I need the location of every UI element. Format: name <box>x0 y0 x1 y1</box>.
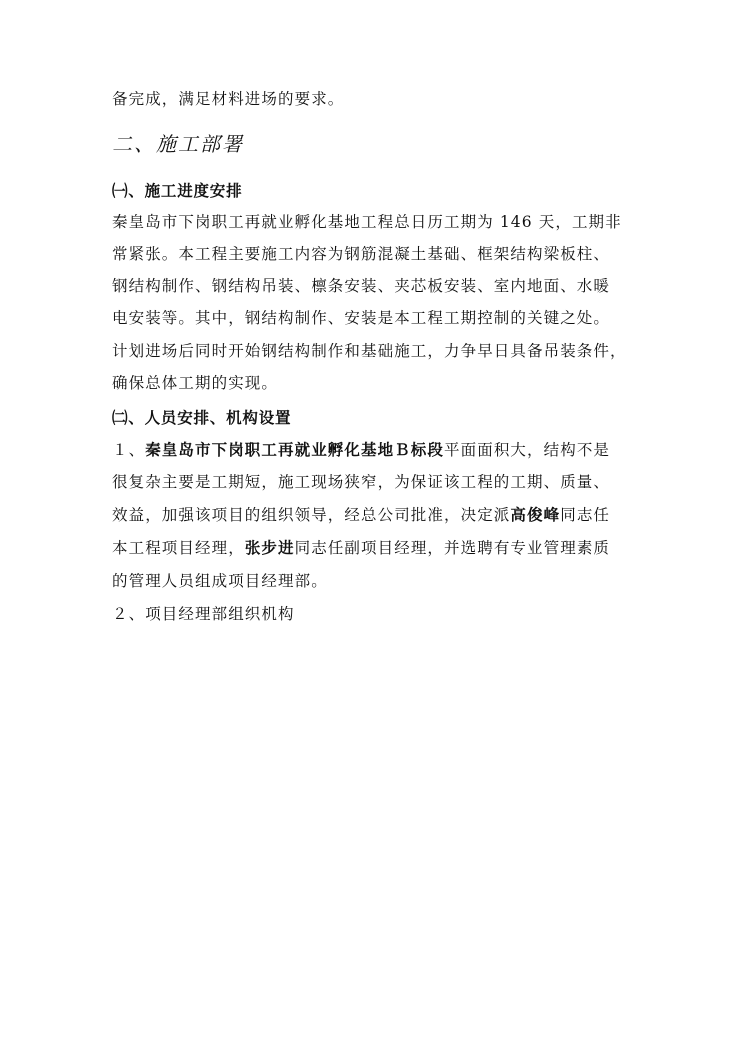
project-name: 秦皇岛市下岗职工再就业孵化基地Ｂ标段 <box>145 440 445 459</box>
org-structure-item: ２、项目经理部组织机构 <box>112 605 295 623</box>
staffing-line-3-text-b: 同志任 <box>560 506 611 524</box>
staffing-line-3 <box>112 505 642 525</box>
staffing-line-4 <box>112 538 642 558</box>
staffing-line-1 <box>112 440 642 460</box>
staffing-line-2: 很复杂主要是工期短，施工现场狭窄，为保证该工程的工期、质量、 <box>112 473 611 491</box>
staffing-line-5: 的管理人员组成项目经理部。 <box>112 572 328 590</box>
schedule-line-3: 钢结构制作、钢结构吊装、檩条安装、夹芯板安装、室内地面、水暖 <box>112 277 611 295</box>
schedule-line-1: 秦皇岛市下岗职工再就业孵化基地工程总日历工期为 146 天，工期非 <box>112 213 622 231</box>
staffing-line-4-text-a: 本工程项目经理， <box>112 539 245 557</box>
item-number-1: １、 <box>112 441 146 459</box>
schedule-line-4: 电安装等。其中，钢结构制作、安装是本工程工期控制的关键之处。 <box>112 309 611 327</box>
section-heading: 二、施工部署 <box>112 132 244 156</box>
subsection-title-staffing: ㈡、人员安排、机构设置 <box>112 408 292 427</box>
subsection-title-schedule: ㈠、施工进度安排 <box>112 181 243 200</box>
staffing-line-4-text-b: 同志任副项目经理，并选聘有专业管理素质 <box>294 539 611 557</box>
staffing-line-1-text: 平面面积大，结构不是 <box>444 441 611 459</box>
schedule-line-5: 计划进场后同时开始钢结构制作和基础施工，力争早日具备吊装条件， <box>112 342 627 360</box>
schedule-line-6: 确保总体工期的实现。 <box>112 374 279 392</box>
project-manager-name: 高俊峰 <box>510 505 561 524</box>
schedule-line-2: 常紧张。本工程主要施工内容为钢筋混凝土基础、框架结构梁板柱、 <box>112 245 611 263</box>
staffing-line-3-text-a: 效益，加强该项目的组织领导，经总公司批准，决定派 <box>112 506 511 524</box>
deputy-manager-name: 张步进 <box>244 538 295 557</box>
paragraph-continuation: 备完成，满足材料进场的要求。 <box>112 90 345 108</box>
